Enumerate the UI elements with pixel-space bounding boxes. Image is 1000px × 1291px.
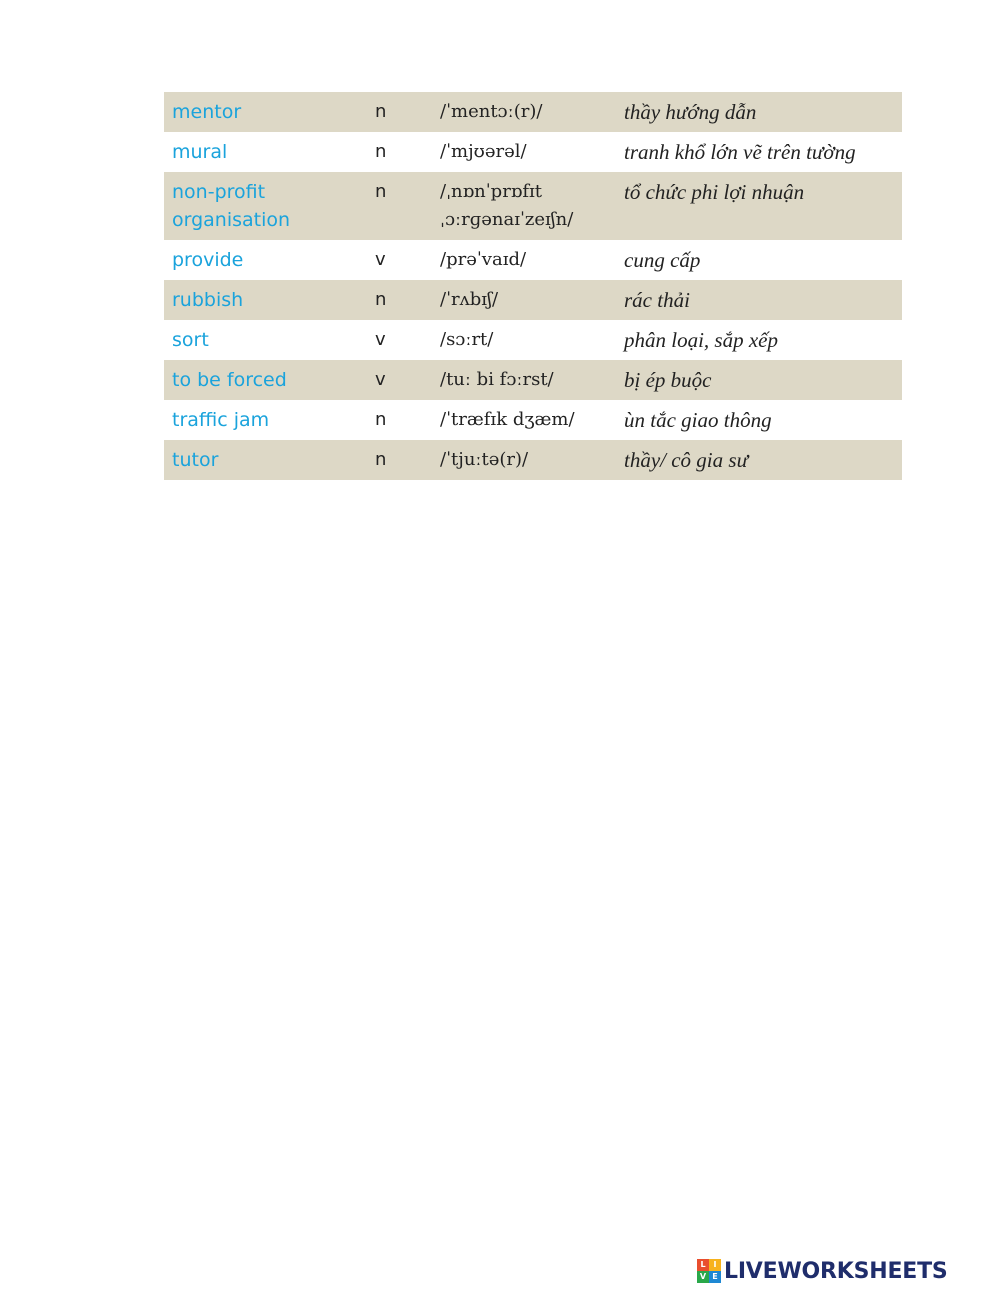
vocab-word: non-profit organisation	[172, 181, 291, 231]
vietnamese-meaning: tranh khổ lớn vẽ trên tường	[624, 140, 856, 164]
table-row	[164, 320, 902, 360]
part-of-speech: v	[375, 369, 386, 390]
vietnamese-meaning: ùn tắc giao thông	[624, 408, 772, 432]
part-of-speech: n	[375, 449, 387, 470]
table-row	[164, 400, 902, 440]
part-of-speech: v	[375, 249, 386, 270]
phonetic-transcription: /ˌnɒnˈprɒfɪt ˌɔːrɡənaɪˈzeɪʃn/	[440, 181, 574, 230]
phonetic-transcription: /ˈmjʊərəl/	[440, 141, 527, 162]
phonetic-transcription: /sɔːrt/	[440, 329, 494, 350]
vocab-word: mentor	[172, 101, 242, 123]
logo-mark-letter: I	[709, 1259, 721, 1271]
logo-mark-icon	[697, 1259, 721, 1283]
logo-wordmark: LIVEWORKSHEETS	[724, 1258, 948, 1284]
vocab-word: to be forced	[172, 369, 287, 391]
vocab-word: tutor	[172, 449, 219, 471]
part-of-speech: n	[375, 141, 387, 162]
vietnamese-meaning: thầy hướng dẫn	[624, 100, 757, 124]
vocab-word: sort	[172, 329, 209, 351]
vocab-word: rubbish	[172, 289, 244, 311]
part-of-speech: n	[375, 289, 387, 310]
table-row	[164, 280, 902, 320]
vocab-word: provide	[172, 249, 244, 271]
vietnamese-meaning: tổ chức phi lợi nhuận	[624, 180, 805, 204]
table-row	[164, 92, 902, 132]
table-row	[164, 132, 902, 172]
table-row	[164, 172, 902, 240]
vocab-word: traffic jam	[172, 409, 270, 431]
liveworksheets-logo	[697, 1256, 948, 1286]
table-row	[164, 360, 902, 400]
logo-mark-letter: L	[697, 1259, 709, 1271]
phonetic-transcription: /ˈrʌbɪʃ/	[440, 289, 499, 310]
vocab-word: mural	[172, 141, 228, 163]
vietnamese-meaning: thầy/ cô gia sư	[624, 448, 749, 472]
phonetic-transcription: /ˈmentɔː(r)/	[440, 101, 543, 122]
phonetic-transcription: /ˈtræfɪk dʒæm/	[440, 409, 575, 430]
part-of-speech: n	[375, 181, 387, 202]
vietnamese-meaning: cung cấp	[624, 248, 701, 272]
vietnamese-meaning: rác thải	[624, 288, 690, 312]
part-of-speech: n	[375, 409, 387, 430]
phonetic-transcription: /ˈtjuːtə(r)/	[440, 449, 529, 470]
logo-mark-letter: E	[709, 1271, 721, 1283]
vietnamese-meaning: phân loại, sắp xếp	[624, 328, 778, 352]
part-of-speech: v	[375, 329, 386, 350]
vietnamese-meaning: bị ép buộc	[624, 368, 712, 392]
table-row	[164, 240, 902, 280]
phonetic-transcription: /tuː bi fɔːrst/	[440, 369, 554, 390]
phonetic-transcription: /prəˈvaɪd/	[440, 249, 527, 270]
table-row	[164, 440, 902, 480]
vocabulary-table	[164, 92, 902, 480]
logo-mark-letter: V	[697, 1271, 709, 1283]
part-of-speech: n	[375, 101, 387, 122]
